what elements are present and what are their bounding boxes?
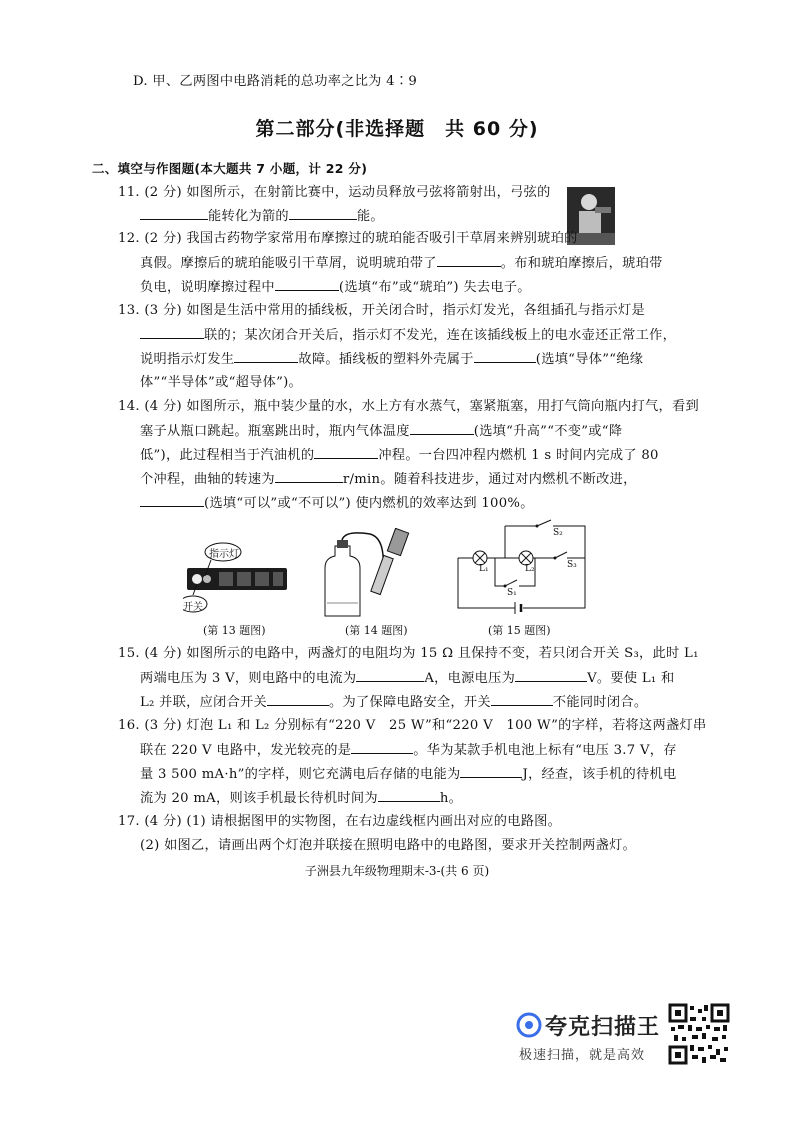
q13-line4: 体”“半导体”或“超导体”)。 xyxy=(140,375,303,390)
fig15-circuit xyxy=(455,518,595,618)
q13-line1: 13. (3 分) 如图是生活中常用的插线板，开关闭合时，指示灯发光，各组插孔与指示灯是 xyxy=(118,303,645,318)
q14-line3: 低”)，此过程相当于汽油机的 冲程。一台四冲程内燃机 1 s 时间内完成了 80 xyxy=(140,448,659,463)
label-l1: L₁ xyxy=(479,564,489,574)
q13-blank-3[interactable] xyxy=(474,350,536,363)
q14-line1: 14. (4 分) 如图所示，瓶中装少量的水，水上方有水蒸气，塞紧瓶塞，用打气筒向瓶内打气，看到 xyxy=(118,399,699,414)
q16-blank-3[interactable] xyxy=(378,789,440,802)
q14-line2: 塞子从瓶口跳起。瓶塞跳出时，瓶内气体温度 (选填“升高”“不变”或“降 xyxy=(140,424,623,439)
option-d-text: D. 甲、乙两图中电路消耗的总功率之比为 4∶9 xyxy=(133,74,418,89)
q15-line3: L₂ 并联，应闭合开关 。为了保障电路安全，开关 不能同时闭合。 xyxy=(140,695,648,710)
q13-line3: 说明指示灯发生 故障。插线板的塑料外壳属于 (选填“导体”“绝缘 xyxy=(140,352,644,367)
scanner-brand: 夸克扫描王 xyxy=(545,1015,661,1040)
fig13-power-strip xyxy=(183,540,298,615)
q15-blank-3[interactable] xyxy=(267,693,329,706)
q13-blank-2[interactable] xyxy=(234,350,298,363)
q15-line2: 两端电压为 3 V，则电路中的电流为 A，电源电压为 V。要使 L₁ 和 xyxy=(140,671,675,686)
q15-line1: 15. (4 分) 如图所示的电路中，两盏灯的电阻均为 15 Ω 且保持不变，若只闭合开关 S₃，此时 L₁ xyxy=(118,646,699,661)
q12-line1: 12. (2 分) 我国古药物学家常用布摩擦过的琥珀能否吸引干草屑来辨别琥珀的 xyxy=(118,231,578,246)
q14-line5: (选填“可以”或“不可以”) 使内燃机的效率达到 100%。 xyxy=(140,494,534,513)
q16-blank-1[interactable] xyxy=(351,741,413,754)
section-title: 第二部分(非选择题 共 60 分) xyxy=(255,118,539,140)
q13-blank-1[interactable] xyxy=(140,326,204,339)
q15-blank-1[interactable] xyxy=(356,669,424,682)
q11-line2: 能转化为箭的 能。 xyxy=(140,207,384,226)
fig13-caption: (第 13 题图) xyxy=(203,624,266,637)
scanner-slogan: 极速扫描，就是高效 xyxy=(519,1048,646,1063)
q16-blank-2[interactable] xyxy=(460,765,522,778)
q17-line1: 17. (4 分) (1) 请根据图甲的实物图，在右边虚线框内画出对应的电路图。 xyxy=(118,814,562,829)
q15-blank-2[interactable] xyxy=(515,669,587,682)
fig14-caption: (第 14 题图) xyxy=(345,624,408,637)
label-s2: S₂ xyxy=(553,528,563,538)
indicator-light-label: 指示灯 xyxy=(209,549,239,560)
label-l2: L₂ xyxy=(525,564,535,574)
q17-line2: (2) 如图乙，请画出两个灯泡并联接在照明电路中的电路图，要求开关控制两盏灯。 xyxy=(140,838,637,853)
q11-blank-2[interactable] xyxy=(289,207,357,220)
fig14-bottle-pump xyxy=(315,528,415,620)
q16-line4: 流为 20 mA，则该手机最长待机时间为 h。 xyxy=(140,791,463,806)
label-s1: S₁ xyxy=(507,588,517,598)
q14-blank-4[interactable] xyxy=(140,494,204,507)
q14-line4: 个冲程，曲轴的转速为 r/min。随着科技进步，通过对内燃机不断改进， xyxy=(140,472,637,487)
section-heading: 二、填空与作图题(本大题共 7 小题，计 22 分) xyxy=(92,161,368,176)
qr-code xyxy=(668,1003,730,1065)
q13-line2: 联的；某次闭合开关后，指示灯不发光，连在该插线板上的电水壶还正常工作， xyxy=(140,326,676,345)
q12-line3: 负电，说明摩擦过程中 (选填“布”或“琥珀”) 失去电子。 xyxy=(140,280,531,295)
q14-blank-3[interactable] xyxy=(275,470,343,483)
q16-line3: 量 3 500 mA·h”的字样，则它充满电后存储的电能为 J，经查，该手机的待机电 xyxy=(140,767,677,782)
q12-line2: 真假。摩擦后的琥珀能吸引干草屑，说明琥珀带了 。布和琥珀摩擦后，琥珀带 xyxy=(140,256,663,271)
q14-blank-1[interactable] xyxy=(410,422,474,435)
q15-blank-4[interactable] xyxy=(491,693,553,706)
q12-blank-2[interactable] xyxy=(275,278,339,291)
q16-line1: 16. (3 分) 灯泡 L₁ 和 L₂ 分别标有“220 V 25 W”和“220 V 100 W”的字样，若将这两盏灯串 xyxy=(118,718,707,733)
q16-line2: 联在 220 V 电路中，发光较亮的是 。华为某款手机电池上标有“电压 3.7 V，存 xyxy=(140,743,677,758)
q11-line1: 11. (2 分) 如图所示，在射箭比赛中，运动员释放弓弦将箭射出，弓弦的 xyxy=(118,185,551,200)
switch-label: 开关 xyxy=(183,602,203,613)
fig15-caption: (第 15 题图) xyxy=(488,624,551,637)
label-s3: S₃ xyxy=(567,560,577,570)
q11-blank-1[interactable] xyxy=(140,207,208,220)
q14-blank-2[interactable] xyxy=(314,446,378,459)
scanner-logo-icon xyxy=(516,1012,542,1038)
page-footer: 子洲县九年级物理期末-3-(共 6 页) xyxy=(304,864,490,878)
q12-blank-1[interactable] xyxy=(437,254,501,267)
